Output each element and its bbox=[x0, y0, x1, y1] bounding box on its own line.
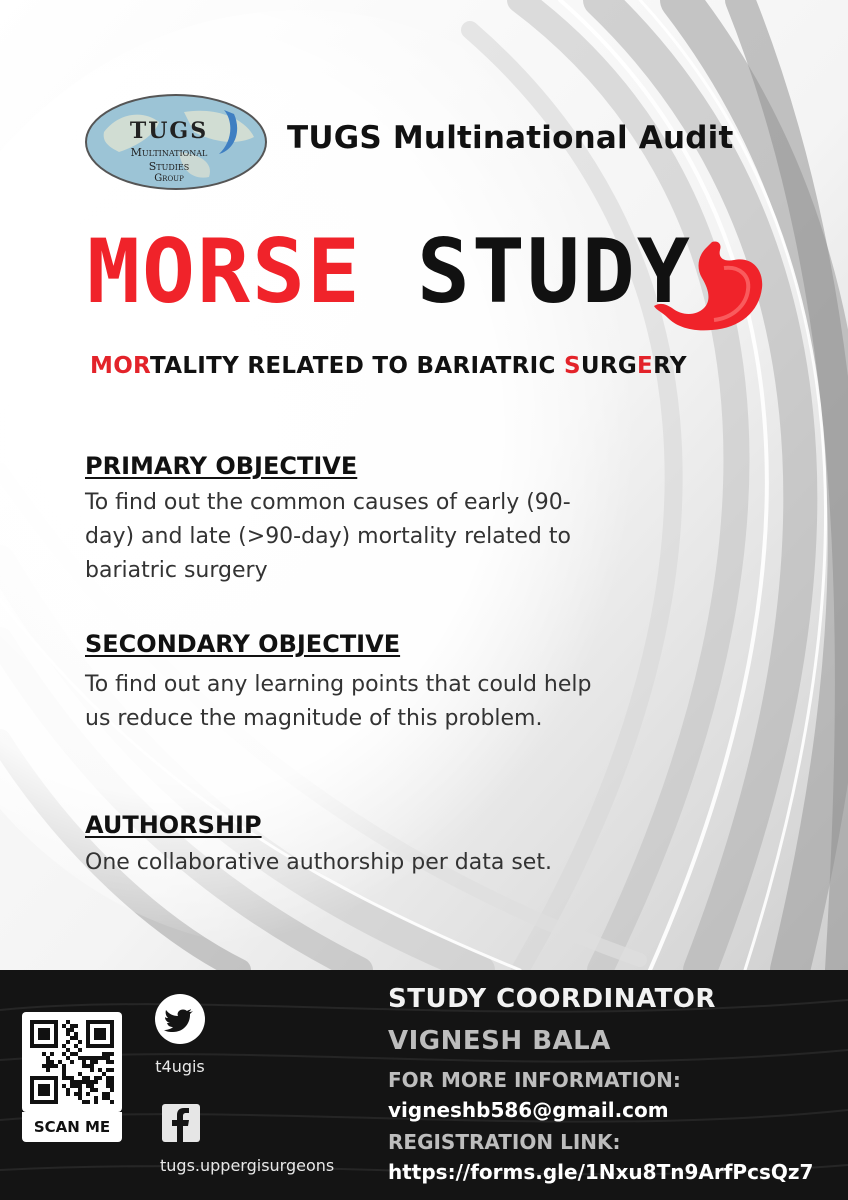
facebook-handle[interactable]: tugs.uppergisurgeons bbox=[160, 1156, 335, 1175]
qr-code-icon bbox=[22, 1012, 122, 1112]
footer bbox=[0, 970, 848, 1200]
subtitle-part: TALITY RELATED TO BARIATRIC bbox=[150, 353, 564, 379]
subtitle-part: MOR bbox=[90, 353, 151, 379]
info-label: FOR MORE INFORMATION: bbox=[388, 1068, 681, 1092]
registration-label: REGISTRATION LINK: bbox=[388, 1130, 621, 1154]
authorship-heading: AUTHORSHIP bbox=[85, 811, 262, 839]
secondary-objective-text: To find out any learning points that could help us reduce the magnitude of this problem. bbox=[85, 672, 592, 731]
contact-email[interactable]: vigneshb586@gmail.com bbox=[388, 1098, 669, 1122]
twitter-link[interactable] bbox=[155, 994, 205, 1044]
study-title-word2: STUDY bbox=[416, 220, 692, 323]
primary-objective-heading: PRIMARY OBJECTIVE bbox=[85, 452, 358, 480]
qr-code[interactable] bbox=[22, 1012, 122, 1112]
subtitle-part: URG bbox=[580, 353, 638, 379]
stomach-icon bbox=[652, 236, 766, 336]
study-title-word1: MORSE bbox=[87, 220, 362, 323]
scan-me-text: SCAN ME bbox=[33, 1118, 111, 1136]
twitter-handle[interactable]: t4ugis bbox=[155, 1057, 205, 1076]
tugs-logo bbox=[84, 92, 274, 192]
audit-title: TUGS Multinational Audit bbox=[287, 120, 734, 156]
logo-line1: Multinational bbox=[130, 146, 208, 159]
primary-objective-text: To find out the common causes of early (90-day) and late (>90-day) mortality related to bariatric surgery bbox=[85, 490, 571, 583]
study-title bbox=[87, 220, 692, 323]
subtitle-part: S bbox=[564, 353, 581, 379]
authorship-text: One collaborative authorship per data set. bbox=[85, 850, 552, 875]
logo-line3: Group bbox=[154, 173, 184, 184]
facebook-link[interactable] bbox=[162, 1104, 200, 1142]
study-subtitle bbox=[90, 353, 687, 379]
facebook-icon bbox=[162, 1104, 200, 1142]
coordinator-name: VIGNESH BALA bbox=[388, 1026, 611, 1056]
logo-line2: Studies bbox=[148, 160, 190, 173]
registration-link[interactable]: https://forms.gle/1Nxu8Tn9ArfPcsQz7 bbox=[388, 1160, 814, 1184]
scan-me-label bbox=[22, 1112, 122, 1142]
secondary-objective-heading: SECONDARY OBJECTIVE bbox=[85, 630, 401, 658]
subtitle-part: E bbox=[637, 353, 654, 379]
logo-name: TUGS bbox=[129, 118, 209, 144]
subtitle-part: RY bbox=[653, 353, 687, 379]
coordinator-label: STUDY COORDINATOR bbox=[388, 984, 716, 1014]
twitter-icon bbox=[155, 994, 205, 1044]
